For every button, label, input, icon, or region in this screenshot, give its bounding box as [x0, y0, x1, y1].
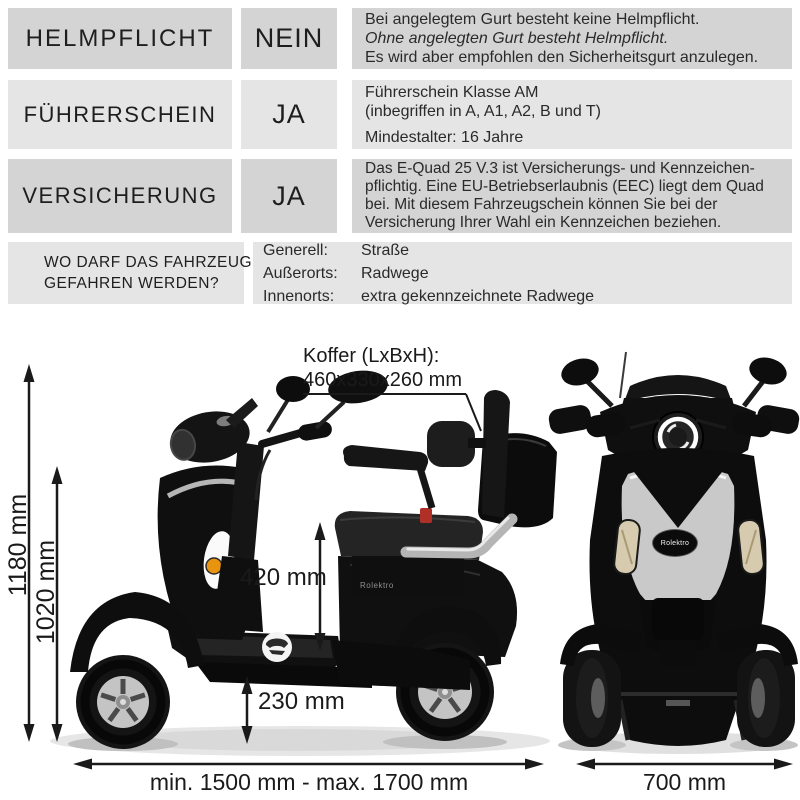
where-value-generell: Straße [361, 241, 410, 259]
koffer-label-line2: 460x330x260 mm [303, 369, 462, 391]
steering-column [228, 442, 264, 560]
row-helmpflicht-value: NEIN [241, 8, 337, 69]
dimension-length-range: min. 1500 mm - max. 1700 mm [149, 769, 469, 795]
versicherung-text-line4: Versicherung Ihrer Wahl ein Kennzeichen beziehen. [365, 214, 722, 231]
row-helmpflicht-text [352, 8, 792, 69]
dimension-width: 700 mm [642, 769, 727, 795]
where-key-value-list [263, 240, 594, 307]
dimension-ground-clearance: 230 mm [258, 688, 345, 715]
floor-logo [262, 632, 292, 662]
row-fuehrerschein-label [8, 80, 232, 149]
row-where-label [8, 242, 253, 304]
helmpflicht-text-line1: Bei angelegtem Gurt besteht keine Helmpflicht. [365, 11, 700, 28]
label-versicherung: VERSICHERUNG [22, 183, 218, 208]
brand-badge-front [652, 529, 698, 557]
where-label-line2: GEFAHREN WERDEN? [44, 275, 220, 292]
row-helmpflicht-label [8, 8, 232, 69]
row-versicherung-text [352, 159, 792, 233]
seatbelt-buckle [420, 508, 432, 523]
row-versicherung-value: JA [241, 159, 337, 233]
dimension-height-1180: 1180 mm [4, 493, 32, 597]
where-key-ausserorts: Außerorts: [263, 264, 338, 282]
armrest [343, 445, 428, 471]
helmpflicht-text-line2: Ohne angelegten Gurt besteht Helmpflicht. [365, 30, 669, 47]
where-key-generell: Generell: [263, 241, 328, 259]
versicherung-text-line2: pflichtig. Eine EU-Betriebserlaubnis (EEC) liegt dem Quad [365, 178, 764, 195]
dimension-seat-height: 420 mm [240, 564, 327, 591]
front-wheel [76, 655, 170, 749]
where-label-line1: WO DARF DAS FAHRZEUG [44, 254, 253, 271]
fuehrerschein-text-line2: (inbegriffen in A, A1, A2, B und T) [365, 102, 602, 120]
front-mirror-left [558, 355, 601, 390]
arrow-width [576, 759, 793, 770]
row-where-text [253, 242, 792, 304]
where-value-innenorts: extra gekennzeichnete Radwege [361, 287, 595, 305]
label-fuehrerschein: FÜHRERSCHEIN [23, 101, 217, 127]
turn-signal-side [206, 558, 222, 574]
handle-grip [297, 420, 333, 442]
row-fuehrerschein-text [352, 80, 792, 149]
koffer-label-line1: Koffer (LxBxH): [303, 345, 440, 367]
koffer-dimension-label [303, 344, 462, 392]
fuehrerschein-text-line1: Führerschein Klasse AM [365, 83, 539, 101]
seat-headrest [427, 421, 475, 467]
row-versicherung-label [8, 159, 232, 233]
where-key-innenorts: Innenorts: [263, 287, 335, 305]
helmpflicht-text-line3: Es wird aber empfohlen den Sicherheitsgurt anzulegen. [365, 49, 759, 66]
row-fuehrerschein-value: JA [241, 80, 337, 149]
dimension-height-1020: 1020 mm [32, 539, 60, 645]
brand-badge-text: Rolektro [660, 539, 690, 547]
label-helmpflicht: HELMPFLICHT [25, 24, 215, 52]
scooter-dimension-figure [0, 330, 800, 800]
arrow-length [73, 759, 544, 770]
fuehrerschein-text-line3: Mindestalter: 16 Jahre [365, 128, 524, 146]
front-mirror-right [746, 354, 789, 389]
brand-label-side: Rolektro [360, 581, 394, 590]
where-value-ausserorts: Radwege [361, 264, 429, 282]
versicherung-text-line3: bei. Mit diesem Fahrzeugschein können Sie bei der [365, 196, 718, 213]
versicherung-text-line1: Das E-Quad 25 V.3 ist Versicherungs- und Kennzeichen- [365, 160, 755, 177]
